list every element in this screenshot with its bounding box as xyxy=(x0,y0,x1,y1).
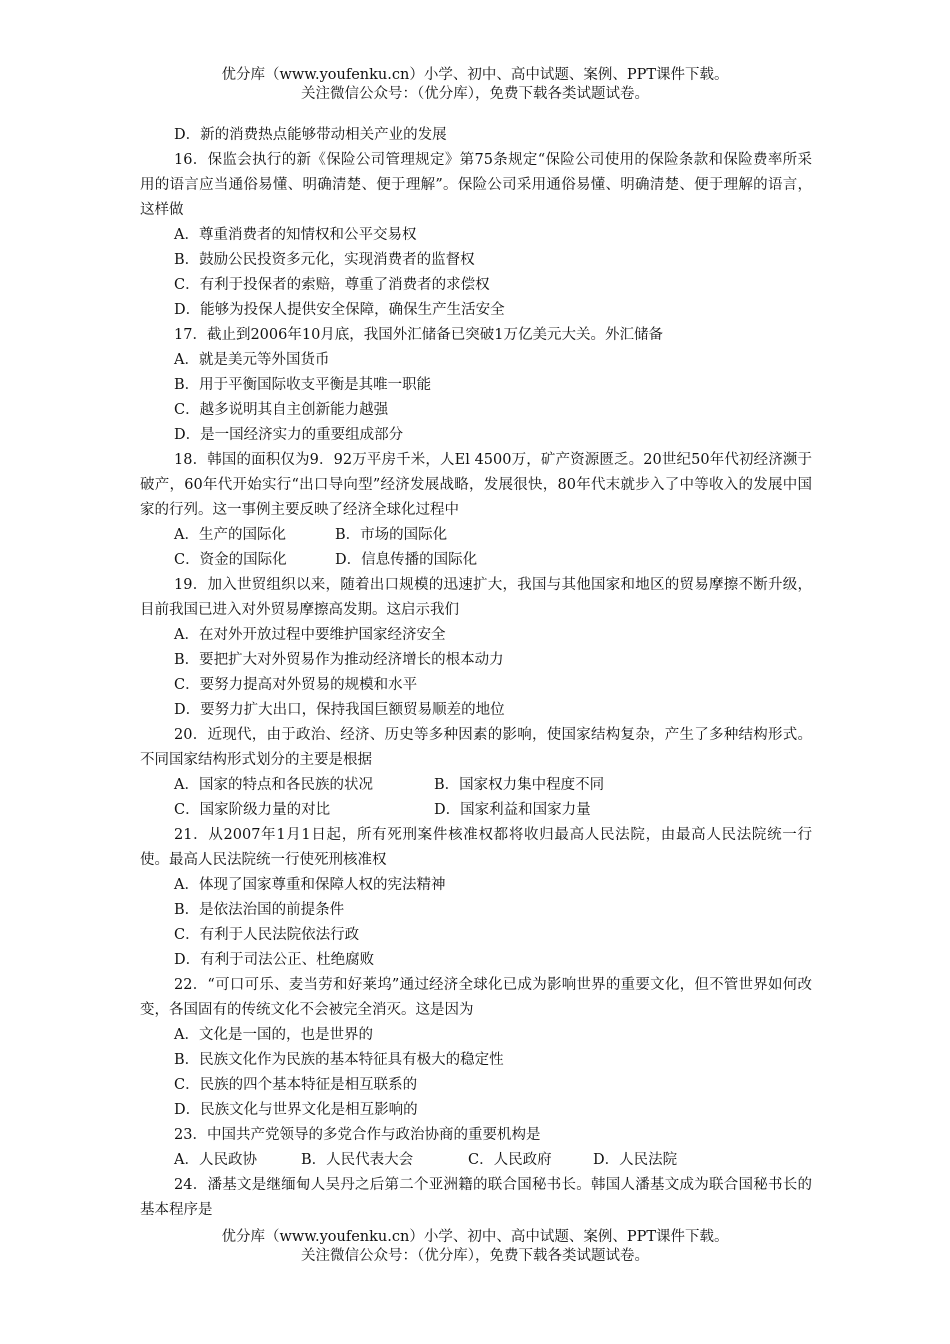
option-d: D．新的消费热点能够带动相关产业的发展 xyxy=(174,127,447,143)
option-a: A．体现了国家尊重和保障人权的宪法精神 xyxy=(174,877,446,893)
header-line-2: 关注微信公众号：（优分库），免费下载各类试题试卷。 xyxy=(301,86,649,102)
option-b: B．市场的国际化 xyxy=(335,527,448,543)
question-16-stem: 16．保监会执行的新《保险公司管理规定》第75条规定“保险公司使用的保险条款和保险费率所采用的语言应当通俗易懂、明确清楚、便于理解”。保险公司采用通俗易懂、明确清楚、便于理解的语言，这样做 xyxy=(140,152,812,218)
option-a: A．人民政协 xyxy=(174,1152,257,1168)
question-19-stem: 19．加入世贸组织以来，随着出口规模的迅速扩大，我国与其他国家和地区的贸易摩擦不断升级，目前我国已进入对外贸易摩擦高发期。这启示我们 xyxy=(140,577,812,618)
option-c: C．人民政府 xyxy=(468,1152,552,1168)
question-21-stem: 21．从2007年1月1日起，所有死刑案件核准权都将收归最高人民法院，由最高人民法院统一行使。最高人民法院统一行使死刑核准权 xyxy=(140,827,812,868)
option-c: C．越多说明其自主创新能力越强 xyxy=(174,402,389,418)
question-23-stem: 23．中国共产党领导的多党合作与政治协商的重要机构是 xyxy=(174,1127,541,1143)
option-a: A．就是美元等外国货币 xyxy=(174,352,330,368)
option-d: D．能够为投保人提供安全保障，确保生产生活安全 xyxy=(174,302,505,318)
option-b: B．鼓励公民投资多元化，实现消费者的监督权 xyxy=(174,252,475,268)
option-b: B．要把扩大对外贸易作为推动经济增长的根本动力 xyxy=(174,652,504,668)
footer-line-2: 关注微信公众号：（优分库），免费下载各类试题试卷。 xyxy=(301,1248,649,1264)
option-a: A．在对外开放过程中要维护国家经济安全 xyxy=(174,627,446,643)
options-row xyxy=(140,523,812,548)
option-a: A．国家的特点和各民族的状况 xyxy=(174,777,373,793)
option-a: A．文化是一国的，也是世界的 xyxy=(174,1027,373,1043)
page-header xyxy=(0,66,950,104)
option-d: D．是一国经济实力的重要组成部分 xyxy=(174,427,404,443)
question-20-stem: 20．近现代，由于政治、经济、历史等多种因素的影响，使国家结构复杂，产生了多种结构形式。不同国家结构形式划分的主要是根据 xyxy=(140,727,812,768)
options-row xyxy=(140,773,812,798)
option-c: C．民族的四个基本特征是相互联系的 xyxy=(174,1077,418,1093)
option-b: B．是依法治国的前提条件 xyxy=(174,902,345,918)
option-b: B．用于平衡国际收支平衡是其唯一职能 xyxy=(174,377,432,393)
option-b: B．民族文化作为民族的基本特征具有极大的稳定性 xyxy=(174,1052,504,1068)
option-c: C．有利于人民法院依法行政 xyxy=(174,927,360,943)
footer-line-1: 优分库（www.youfenku.cn）小学、初中、高中试题、案例、PPT课件下载。 xyxy=(221,1229,729,1245)
question-17-stem: 17．截止到2006年10月底，我国外汇储备已突破1万亿美元大关。外汇储备 xyxy=(174,327,664,343)
exam-content xyxy=(140,123,812,1223)
question-18-stem: 18．韩国的面积仅为9．92万平房千米，人El 4500万，矿产资源匮乏。20世纪50年代初经济濒于破产，60年代开始实行“出口导向型”经济发展战略，发展很快，80年代末就步入了中等收入的发展中国家的行列。这一事例主要反映了经济全球化过程中 xyxy=(140,452,812,518)
option-c: C．要努力提高对外贸易的规模和水平 xyxy=(174,677,418,693)
question-24-stem: 24．潘基文是继缅甸人吴丹之后第二个亚洲籍的联合国秘书长。韩国人潘基文成为联合国秘书长的基本程序是 xyxy=(140,1177,812,1218)
option-d: D．民族文化与世界文化是相互影响的 xyxy=(174,1102,418,1118)
options-row xyxy=(140,798,812,823)
option-c: C．资金的国际化 xyxy=(174,552,287,568)
option-d: D．有利于司法公正、杜绝腐败 xyxy=(174,952,375,968)
options-row xyxy=(140,548,812,573)
header-line-1: 优分库（www.youfenku.cn）小学、初中、高中试题、案例、PPT课件下载。 xyxy=(221,67,729,83)
option-c: C．有利于投保者的索赔，尊重了消费者的求偿权 xyxy=(174,277,490,293)
option-d: D．信息传播的国际化 xyxy=(335,552,478,568)
question-22-stem: 22．“可口可乐、麦当劳和好莱坞”通过经济全球化已成为影响世界的重要文化，但不管世界如何改变，各国固有的传统文化不会被完全消灭。这是因为 xyxy=(140,977,812,1018)
option-b: B．人民代表大会 xyxy=(301,1152,414,1168)
option-a: A．尊重消费者的知情权和公平交易权 xyxy=(174,227,417,243)
option-b: B．国家权力集中程度不同 xyxy=(434,777,605,793)
option-d: D．要努力扩大出口，保持我国巨额贸易顺差的地位 xyxy=(174,702,505,718)
option-d: D．国家利益和国家力量 xyxy=(434,802,591,818)
options-row xyxy=(140,1148,812,1173)
option-a: A．生产的国际化 xyxy=(174,527,286,543)
option-c: C．国家阶级力量的对比 xyxy=(174,802,331,818)
option-d: D．人民法院 xyxy=(593,1152,678,1168)
page-footer xyxy=(0,1228,950,1266)
